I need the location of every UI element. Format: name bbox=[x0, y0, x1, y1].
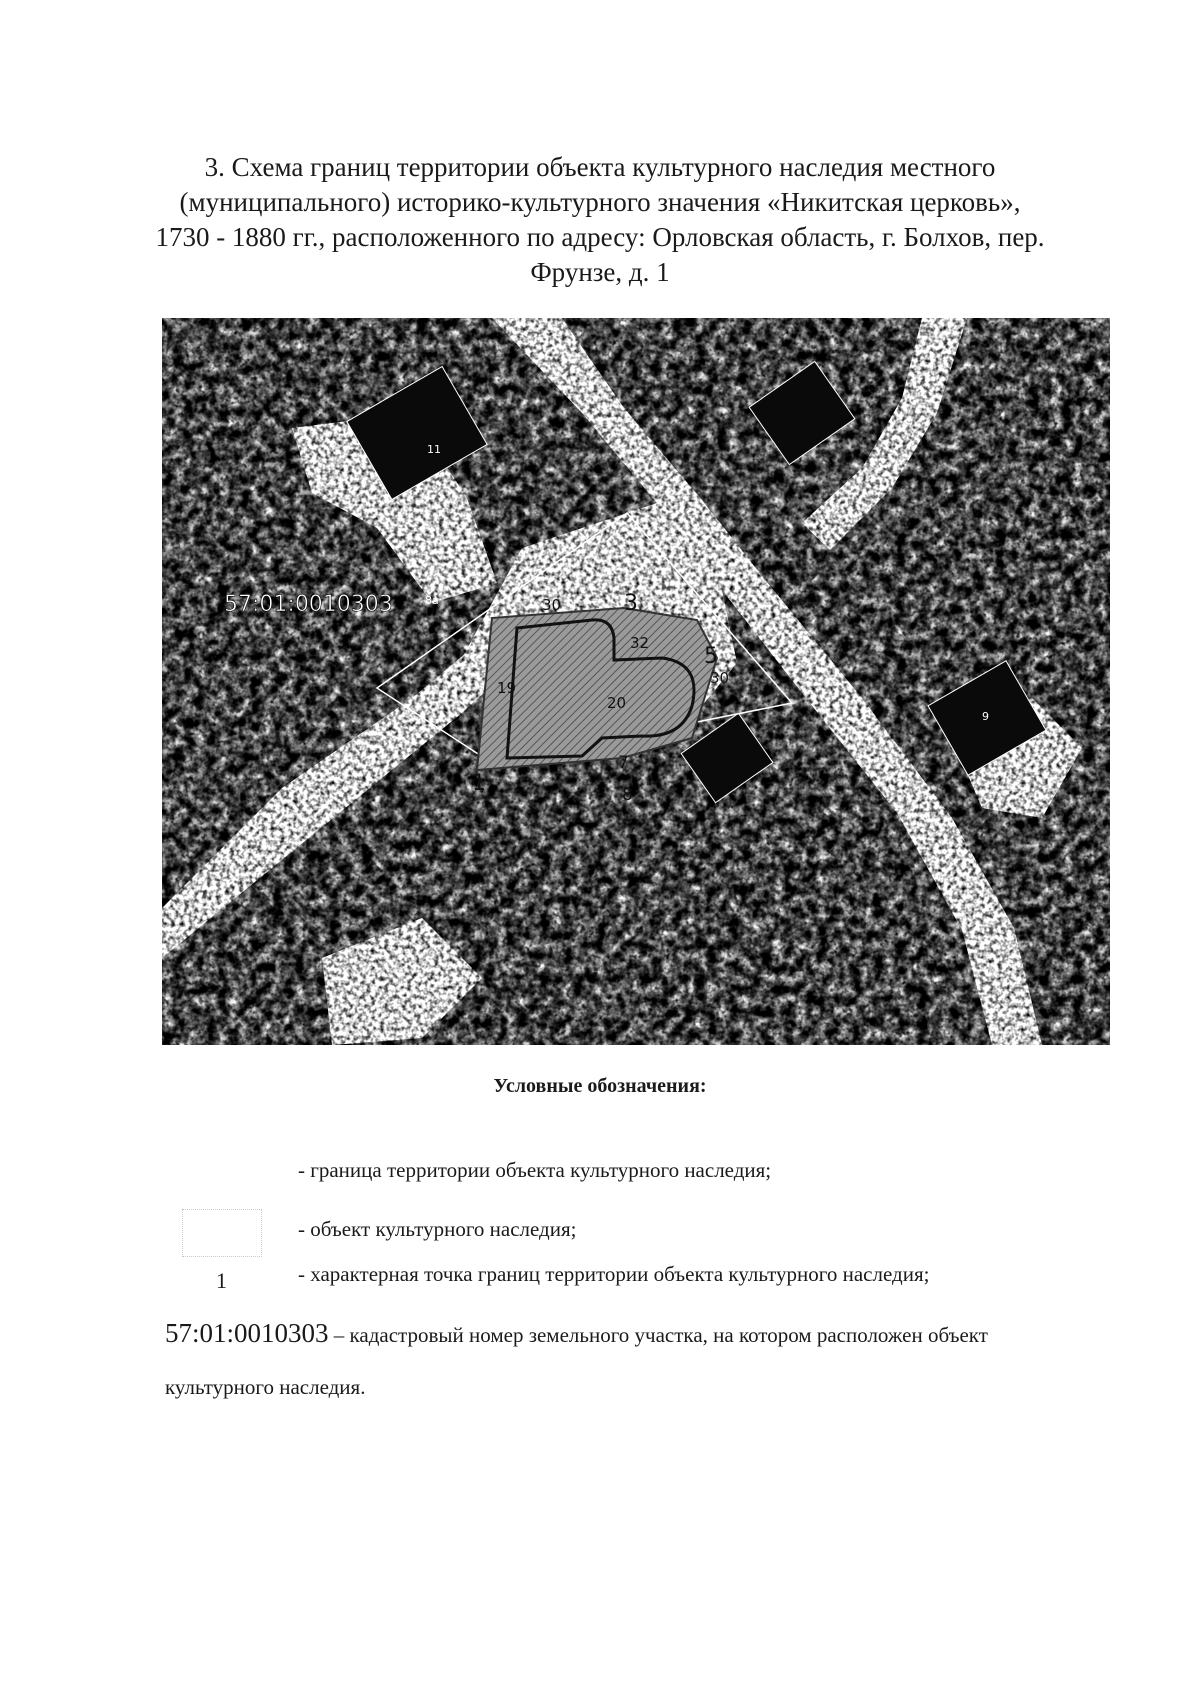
cadastral-description: – кадастровый номер земельного участка, на котором расположен объект bbox=[328, 1323, 988, 1347]
legend-object-text: - объект культурного наследия; bbox=[298, 1217, 577, 1241]
legend-object-symbol bbox=[182, 1209, 262, 1257]
point-label: 3 bbox=[624, 591, 638, 616]
title-line-2: (муниципального) историко-культурного значения «Никитская церковь», bbox=[179, 187, 1021, 217]
legend-boundary-text: - граница территории объекта культурного наследия; bbox=[298, 1158, 772, 1182]
cadastral-description-line2: культурного наследия. bbox=[165, 1375, 366, 1399]
legend-heading: Условные обозначения: bbox=[493, 1075, 707, 1097]
dimension-label: 20 bbox=[607, 694, 627, 712]
dimension-label: 32 bbox=[630, 634, 650, 652]
title-line-3: 1730 - 1880 гг., расположенного по адресу: Орловская область, г. Болхов, пер. bbox=[155, 222, 1045, 252]
title-line-4: Фрунзе, д. 1 bbox=[530, 257, 670, 287]
cadastral-number: 57:01:0010303 bbox=[165, 1318, 329, 1348]
legend-point-text: - характерная точка границ территории объекта культурного наследия; bbox=[298, 1262, 930, 1286]
map-svg bbox=[162, 318, 1110, 1045]
house-number: 9 bbox=[982, 710, 989, 723]
title-line-1: 3. Схема границ территории объекта культурного наследия местного bbox=[204, 152, 996, 182]
point-label: 7 bbox=[618, 753, 629, 773]
legend-point-symbol: 1 bbox=[216, 1268, 227, 1293]
house-number: 11 bbox=[427, 443, 441, 456]
cadastral-note bbox=[165, 1318, 988, 1349]
dimension-label: 30 bbox=[542, 596, 562, 614]
point-label: 1 bbox=[472, 771, 486, 796]
document-title bbox=[130, 150, 1070, 290]
point-label: 8 bbox=[622, 785, 633, 805]
point-label: 5 bbox=[704, 644, 718, 669]
aerial-map bbox=[162, 318, 1110, 1045]
map-cadastral-label: 57:01:0010303 bbox=[224, 592, 393, 617]
dimension-label: 30 bbox=[710, 669, 730, 687]
dimension-label: 19 bbox=[497, 679, 517, 697]
house-number: 8а bbox=[425, 594, 439, 607]
